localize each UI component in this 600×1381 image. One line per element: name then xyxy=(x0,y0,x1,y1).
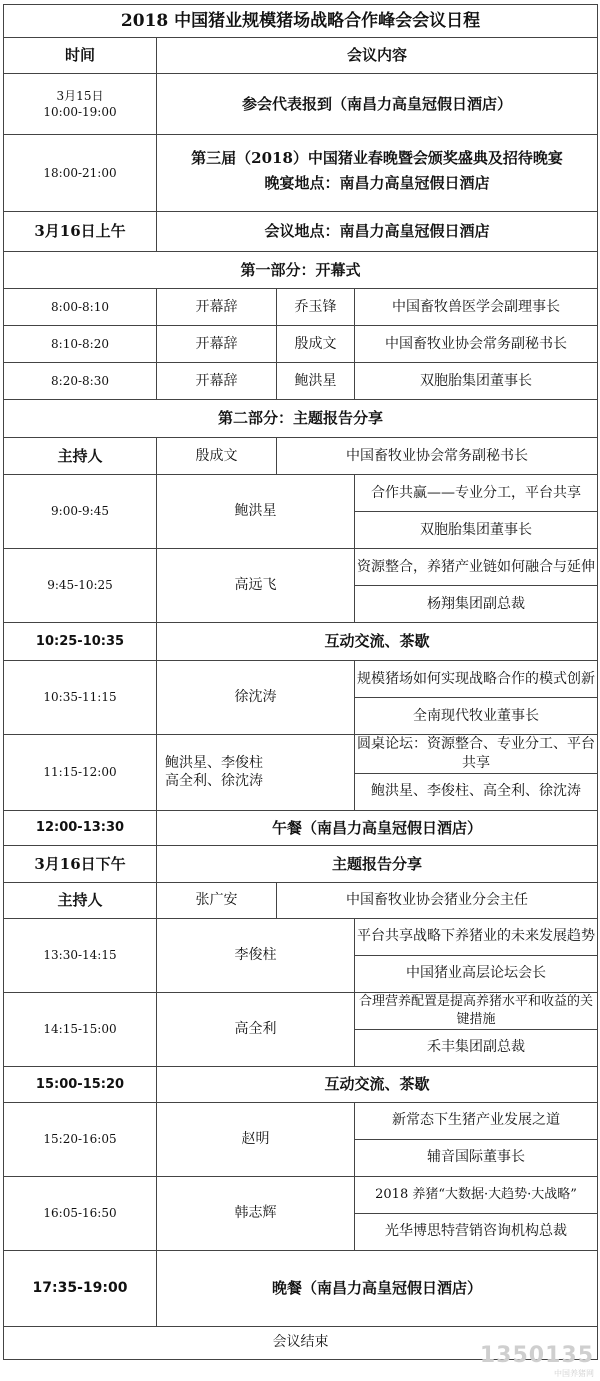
panel-people: 鲍洪星、李俊柱、高全利、徐沈涛 xyxy=(355,773,598,810)
talk-speaker: 高全利 xyxy=(157,992,355,1066)
watermark: 1350135 中国养猪网 xyxy=(479,1343,594,1378)
host-role: 中国畜牧业协会猪业分会主任 xyxy=(277,882,598,918)
talk-time: 9:45-10:25 xyxy=(4,549,157,623)
opening-time: 8:10-8:20 xyxy=(4,326,157,363)
am-venue: 会议地点：南昌力高皇冠假日酒店 xyxy=(157,212,598,252)
talk-role: 双胞胎集团董事长 xyxy=(355,512,598,549)
talk-time: 14:15-15:00 xyxy=(4,992,157,1066)
talk-topic: 新常态下生猪产业发展之道 xyxy=(355,1102,598,1139)
agenda-table xyxy=(3,4,598,1360)
talk-topic: 平台共享战略下养猪业的未来发展趋势 xyxy=(355,918,598,955)
pm-title: 主题报告分享 xyxy=(157,845,598,882)
registration-text: 参会代表报到（南昌力高皇冠假日酒店） xyxy=(157,74,598,135)
dinner-text: 晚餐（南昌力高皇冠假日酒店） xyxy=(157,1250,598,1326)
opening-speaker: 殷成文 xyxy=(277,326,355,363)
host-label: 主持人 xyxy=(4,438,157,475)
break-text: 互动交流、茶歇 xyxy=(157,623,598,661)
talk-topic: 规模猪场如何实现战略合作的模式创新 xyxy=(355,661,598,698)
dinner-time: 17:35-19:00 xyxy=(4,1250,157,1326)
talk-role: 禾丰集团副总裁 xyxy=(355,1029,598,1066)
talk-role: 光华博思特营销咨询机构总裁 xyxy=(355,1213,598,1250)
talk-speaker: 鲍洪星 xyxy=(157,475,355,549)
host-name: 张广安 xyxy=(157,882,277,918)
opening-role: 中国畜牧业协会常务副秘书长 xyxy=(355,326,598,363)
break-time: 10:25-10:35 xyxy=(4,623,157,661)
talk-time: 13:30-14:15 xyxy=(4,918,157,992)
host-label: 主持人 xyxy=(4,882,157,918)
opening-type: 开幕辞 xyxy=(157,289,277,326)
opening-time: 8:00-8:10 xyxy=(4,289,157,326)
panel-topic: 圆桌论坛：资源整合、专业分工、平台共享 xyxy=(355,735,598,774)
talk-speaker: 徐沈涛 xyxy=(157,661,355,735)
pm-label: 3月16日下午 xyxy=(4,845,157,882)
talk-topic: 合理营养配置是提高养猪水平和收益的关键措施 xyxy=(355,992,598,1029)
talk-role: 全南现代牧业董事长 xyxy=(355,698,598,735)
agenda-title: 2018 中国猪业规模猪场战略合作峰会会议日程 xyxy=(4,5,598,38)
lunch-text: 午餐（南昌力高皇冠假日酒店） xyxy=(157,810,598,845)
am-label: 3月16日上午 xyxy=(4,212,157,252)
opening-type: 开幕辞 xyxy=(157,326,277,363)
talk-role: 中国猪业高层论坛会长 xyxy=(355,955,598,992)
talk-role: 杨翔集团副总裁 xyxy=(355,586,598,623)
talk-topic: 合作共赢——专业分工，平台共享 xyxy=(355,475,598,512)
gala-text: 第三届（2018）中国猪业春晚暨会颁奖盛典及招待晚宴 晚宴地点：南昌力高皇冠假日酒店 xyxy=(157,135,598,212)
talk-time: 10:35-11:15 xyxy=(4,661,157,735)
break-text: 互动交流、茶歇 xyxy=(157,1066,598,1102)
gala-time: 18:00-21:00 xyxy=(4,135,157,212)
opening-type: 开幕辞 xyxy=(157,363,277,400)
registration-time: 3月15日 10:00-19:00 xyxy=(4,74,157,135)
host-role: 中国畜牧业协会常务副秘书长 xyxy=(277,438,598,475)
talk-speaker: 高远飞 xyxy=(157,549,355,623)
talk-time: 16:05-16:50 xyxy=(4,1176,157,1250)
opening-speaker: 鲍洪星 xyxy=(277,363,355,400)
opening-role: 中国畜牧兽医学会副理事长 xyxy=(355,289,598,326)
talk-time: 9:00-9:45 xyxy=(4,475,157,549)
break-time: 15:00-15:20 xyxy=(4,1066,157,1102)
part1-title: 第一部分：开幕式 xyxy=(4,252,598,289)
talk-speaker: 李俊柱 xyxy=(157,918,355,992)
panel-speakers: 鲍洪星、李俊柱 高全利、徐沈涛 xyxy=(157,735,355,811)
lunch-time: 12:00-13:30 xyxy=(4,810,157,845)
opening-time: 8:20-8:30 xyxy=(4,363,157,400)
talk-topic: 资源整合，养猪产业链如何融合与延伸 xyxy=(355,549,598,586)
host-name: 殷成文 xyxy=(157,438,277,475)
opening-role: 双胞胎集团董事长 xyxy=(355,363,598,400)
talk-speaker: 韩志辉 xyxy=(157,1176,355,1250)
talk-role: 辅音国际董事长 xyxy=(355,1139,598,1176)
part2-title: 第二部分：主题报告分享 xyxy=(4,400,598,438)
panel-time: 11:15-12:00 xyxy=(4,735,157,811)
opening-speaker: 乔玉锋 xyxy=(277,289,355,326)
talk-speaker: 赵明 xyxy=(157,1102,355,1176)
header-content: 会议内容 xyxy=(157,38,598,74)
end-text: 会议结束 xyxy=(4,1326,598,1359)
talk-time: 15:20-16:05 xyxy=(4,1102,157,1176)
talk-topic: 2018 养猪“大数据·大趋势·大战略” xyxy=(355,1176,598,1213)
header-time: 时间 xyxy=(4,38,157,74)
